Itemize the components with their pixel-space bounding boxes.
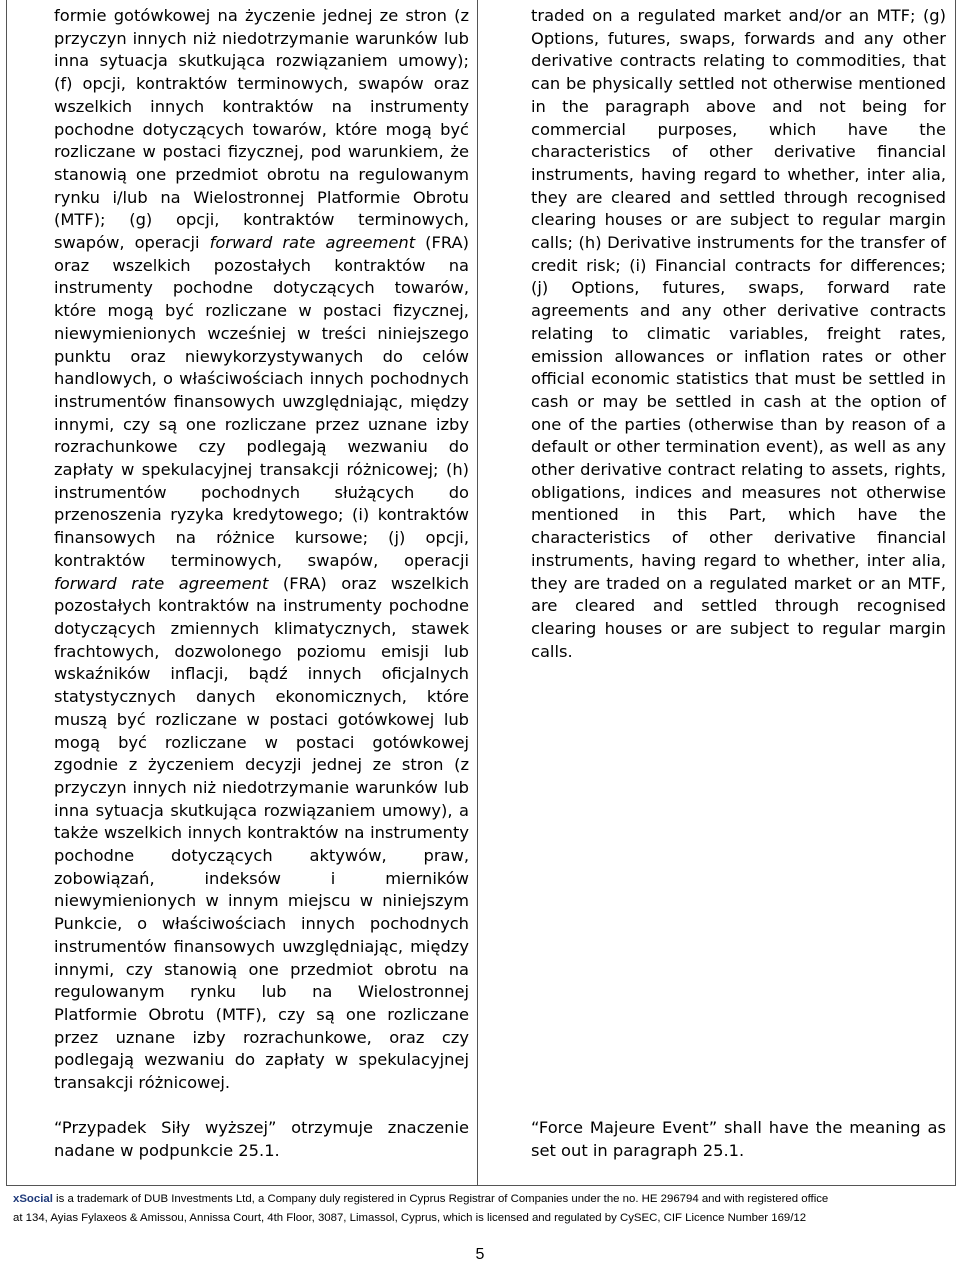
polish-text-part3: (FRA) oraz wszelkich pozostałych kontraktów na instrumenty pochodne dotyczących zmiennych klimatycznych, stawek frachtowych, dozwolonego poziomu emisji lub wskaźników inflacji, bądź innych oficjalnych statystycznych danych ekonomicznych, które muszą być rozliczane w postaci gotówkowej lub mogą być rozliczane w postaci gotówkowej zgodnie z życzeniem decyzji jednej ze stron (z przyczyn innych niż niedotrzymanie warunków lub inna sytuacja skutkująca rozwiązaniem umowy), a także wszelkich innych kontraktów na instrumenty pochodne dotyczących aktywów, praw, zobowiązań, indeksów i mierników niewymienionych w innym miejscu w niniejszym Punkcie, o właściwościach innych pochodnych instrumentów finansowych uwzględniając, między innymi, czy stanowią one przedmiot obrotu na regulowanym rynku lub na Wielostronnej Platformie Obrotu (MTF), czy są one rozliczane przez uznane izby rozrachunkowe, oraz czy podlegają wezwaniu do zapłaty w spekulacyjnej transakcji różnicowej. xyxy=(54,573,470,1093)
page-number: 5 xyxy=(475,1246,485,1263)
polish-text-column xyxy=(54,5,469,1095)
english-text: traded on a regulated market and/or an MTF; (g) Options, futures, swaps, forwards and any other derivative contracts relating to commodities, that can be physically settled not otherwise mentioned in the paragraph above and not being for commercial purposes, which have the characteristics of other derivative financial instruments, having regard to whether, inter alia, they are cleared and settled through recognised clearing houses or are subject to regular margin calls; (h) Derivative instruments for the transfer of credit risk; (i) Financial contracts for differences; (j) Options, futures, swaps, forward rate agreements and any other derivative contracts relating to climatic variables, freight rates, emission allowances or inflation rates or other official economic statistics that must be settled in cash or may be settled in cash at the option of one of the parties (otherwise than by reason of a default or other termination event), as well as any other derivative contract relating to assets, rights, obligations, indices and measures not otherwise mentioned in this Part, which have the characteristics of other derivative financial instruments, having regard to whether, inter alia, they are traded on a regulated market or an MTF, are cleared and settled through recognised clearing houses or are subject to regular margin calls. xyxy=(531,6,946,661)
english-text-column xyxy=(531,5,946,663)
polish-text-italic1: forward rate agreement xyxy=(209,233,416,253)
polish-text-part2: (FRA) oraz wszelkich pozostałych kontraktów na instrumenty pochodne dotyczących towarów, które mogą być rozliczane w postaci fizycznej, niewymienionych wcześniej w treści niniejszego punktu oraz niewykorzystywanych do celów handlowych, o właściwościach innych pochodnych instrumentów finansowych uwzględniając, między innymi, czy są one rozliczane przez uznane izby rozrachunkowe czy podlegają wezwaniu do zapłaty w spekulacyjnej transakcji różnicowej; (h) instrumentów pochodnych służących do przenoszenia ryzyka kredytowego; (i) kontraktów finansowych na różnice kursowe; (j) opcji, kontraktów terminowych, swapów, operacji xyxy=(54,233,469,570)
polish-definition: “Przypadek Siły wyższej” otrzymuje znaczenie nadane w podpunkcie 25.1. xyxy=(54,1118,469,1160)
brand-name: xSocial xyxy=(13,1193,53,1205)
english-definition: “Force Majeure Event” shall have the meaning as set out in paragraph 25.1. xyxy=(531,1118,946,1160)
legal-footer xyxy=(13,1190,943,1228)
footer-line1: is a trademark of DUB Investments Ltd, a Company duly registered in Cyprus Registrar of Companies under the no. HE 296794 and with registered office xyxy=(52,1193,829,1205)
column-divider xyxy=(477,0,478,1186)
polish-text-italic2: forward rate agreement xyxy=(54,573,269,593)
polish-text-part1: formie gotówkowej na życzenie jednej ze stron (z przyczyn innych niż niedotrzymanie warunków lub inna sytuacja skutkująca rozwiązaniem umowy); (f) opcji, kontraktów terminowych, swapów oraz wszelkich innych kontraktów na instrumenty pochodne dotyczących towarów, które mogą być rozliczane w postaci fizycznej, pod warunkiem, że stanowią one przedmiot obrotu na regulowanym rynku i/lub na Wielostronnej Platformie Obrotu (MTF); (g) opcji, kontraktów terminowych, swapów, operacji xyxy=(54,6,469,253)
footer-line2: at 134, Ayias Fylaxeos & Amissou, Annissa Court, 4th Floor, 3087, Limassol, Cyprus, which is licensed and regulated by CySEC, CIF Licence Number 169/12 xyxy=(13,1212,807,1224)
